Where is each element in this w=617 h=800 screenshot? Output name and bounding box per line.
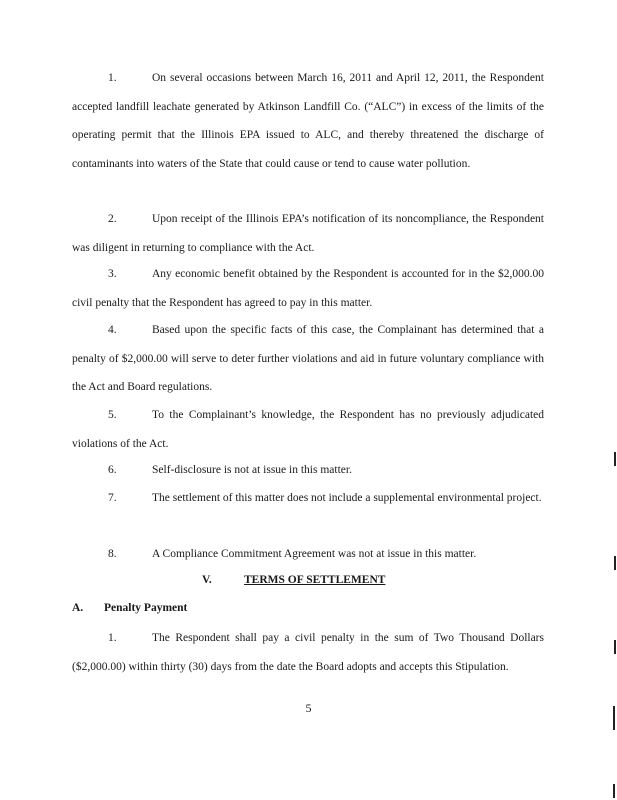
paragraph-number: 3. (108, 268, 117, 280)
paragraph-text: On several occasions between March 16, 2011 and April 12, 2011, the Respondent accepted landfill leachate generated by Atkinson Landfill Co. (“ALC”) in excess of the limits of the operating permit that the Illinois EPA issued to ALC, and thereby threatened the discharge of contaminants into waters of the State that could cause or tend to cause water pollution. (72, 72, 544, 170)
paragraph-number: 5. (108, 409, 117, 421)
paragraph-7 (72, 484, 544, 513)
paragraph-number: 1. (108, 72, 117, 84)
paragraph-6 (72, 456, 544, 485)
payment-paragraph (72, 624, 544, 681)
subsection-title: Penalty Payment (104, 602, 188, 614)
paragraph-text: Based upon the specific facts of this case, the Complainant has determined that a penalty of $2,000.00 will serve to deter further violations and aid in future voluntary compliance with the Act and Board regulations. (72, 324, 544, 393)
paragraph-number: 6. (108, 464, 117, 476)
section-title: TERMS OF SETTLEMENT (244, 574, 386, 586)
paragraph-number: 8. (108, 548, 117, 560)
scan-artifact (613, 784, 615, 798)
paragraph-number: 2. (108, 213, 117, 225)
scan-artifact (614, 640, 616, 654)
paragraph-number: 7. (108, 492, 117, 504)
paragraph-3 (72, 260, 544, 317)
paragraph-text: A Compliance Commitment Agreement was not at issue in this matter. (152, 548, 477, 560)
subsection-letter: A. (72, 602, 84, 614)
page-number: 5 (305, 701, 312, 715)
scan-artifact (613, 706, 615, 730)
paragraph-number: 4. (108, 324, 117, 336)
paragraph-5 (72, 401, 544, 458)
paragraph-text: The Respondent shall pay a civil penalty in the sum of Two Thousand Dollars ($2,000.00) within thirty (30) days from the date the Board adopts and accepts this Stipulation. (72, 632, 544, 673)
paragraph-text: Upon receipt of the Illinois EPA’s notification of its noncompliance, the Respondent was diligent in returning to compliance with the Act. (72, 213, 544, 254)
scan-artifact (614, 556, 616, 570)
paragraph-text: Any economic benefit obtained by the Respondent is accounted for in the $2,000.00 civil penalty that the Respondent has agreed to pay in this matter. (72, 268, 544, 309)
paragraph-text: To the Complainant’s knowledge, the Respondent has no previously adjudicated violations of the Act. (72, 409, 544, 450)
paragraph-text: Self-disclosure is not at issue in this matter. (152, 464, 352, 476)
paragraph-2 (72, 205, 544, 262)
paragraph-1 (72, 64, 544, 178)
section-number: V. (202, 574, 212, 586)
scan-artifact (614, 452, 616, 466)
paragraph-4 (72, 316, 544, 402)
paragraph-text: The settlement of this matter does not include a supplemental environmental project. (152, 492, 542, 504)
paragraph-number: 1. (108, 632, 117, 644)
paragraph-8 (72, 540, 544, 569)
